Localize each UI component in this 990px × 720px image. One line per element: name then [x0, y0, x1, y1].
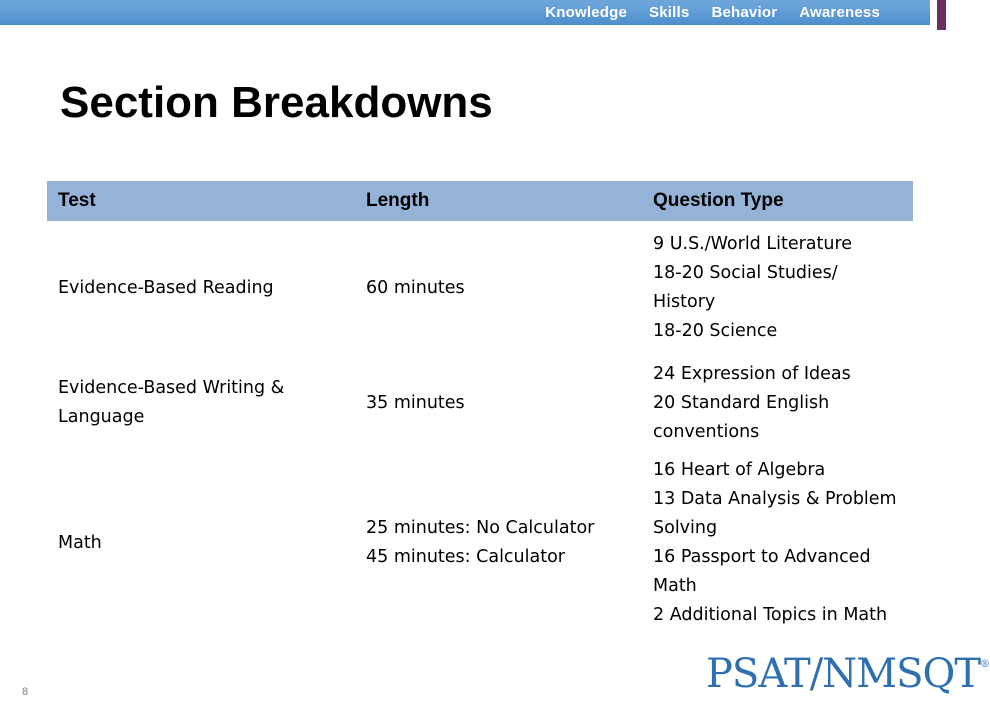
length-line: 35 minutes — [366, 392, 465, 413]
question-line: History — [653, 292, 716, 312]
cell-question-type — [642, 221, 913, 355]
cell-length — [355, 355, 642, 451]
top-nav — [545, 0, 880, 25]
table-header-row — [47, 181, 913, 221]
question-line: 16 Passport to Advanced — [653, 547, 871, 567]
page-number: 8 — [22, 686, 29, 698]
logo-text: PSAT/NMSQT — [706, 651, 981, 697]
nav-item-skills[interactable]: Skills — [649, 4, 690, 21]
header-test: Test — [58, 190, 96, 211]
question-line: 20 Standard English — [653, 392, 830, 413]
question-line: Math — [653, 576, 697, 596]
question-line: 24 Expression of Ideas — [653, 363, 851, 384]
question-line: 9 U.S./World Literature — [653, 234, 853, 254]
length-line: 45 minutes: Calculator — [366, 547, 565, 567]
table-row — [47, 355, 913, 451]
question-line: 16 Heart of Algebra — [653, 460, 826, 480]
registered-mark: ® — [980, 659, 990, 670]
cell-length — [355, 221, 642, 355]
cell-question-type — [642, 451, 913, 635]
header-question-type: Question Type — [653, 190, 784, 211]
length-line: 60 minutes — [366, 277, 465, 298]
nav-item-behavior[interactable]: Behavior — [711, 4, 778, 21]
nav-item-awareness[interactable]: Awareness — [799, 4, 880, 21]
question-line: 13 Data Analysis & Problem — [653, 489, 897, 509]
table-row — [47, 221, 913, 355]
cell-length — [355, 451, 642, 635]
section-table — [47, 181, 913, 635]
slide-title: Section Breakdowns — [60, 78, 493, 127]
question-line: conventions — [653, 421, 760, 442]
cell-test: Evidence-Based Writing & Language — [58, 378, 285, 427]
question-line: 18-20 Social Studies/ — [653, 263, 838, 283]
question-line: Solving — [653, 518, 718, 538]
nav-item-knowledge[interactable]: Knowledge — [545, 4, 628, 21]
question-line: 2 Additional Topics in Math — [653, 605, 888, 625]
length-line: 25 minutes: No Calculator — [366, 518, 595, 538]
top-banner — [0, 0, 930, 25]
cell-test: Evidence-Based Reading — [58, 277, 274, 298]
question-line: 18-20 Science — [653, 321, 778, 341]
cell-question-type — [642, 355, 913, 451]
header-length: Length — [366, 190, 430, 211]
cell-test: Math — [58, 532, 102, 553]
accent-bar — [937, 0, 946, 30]
psat-nmsqt-logo — [706, 651, 990, 697]
table-row — [47, 451, 913, 635]
